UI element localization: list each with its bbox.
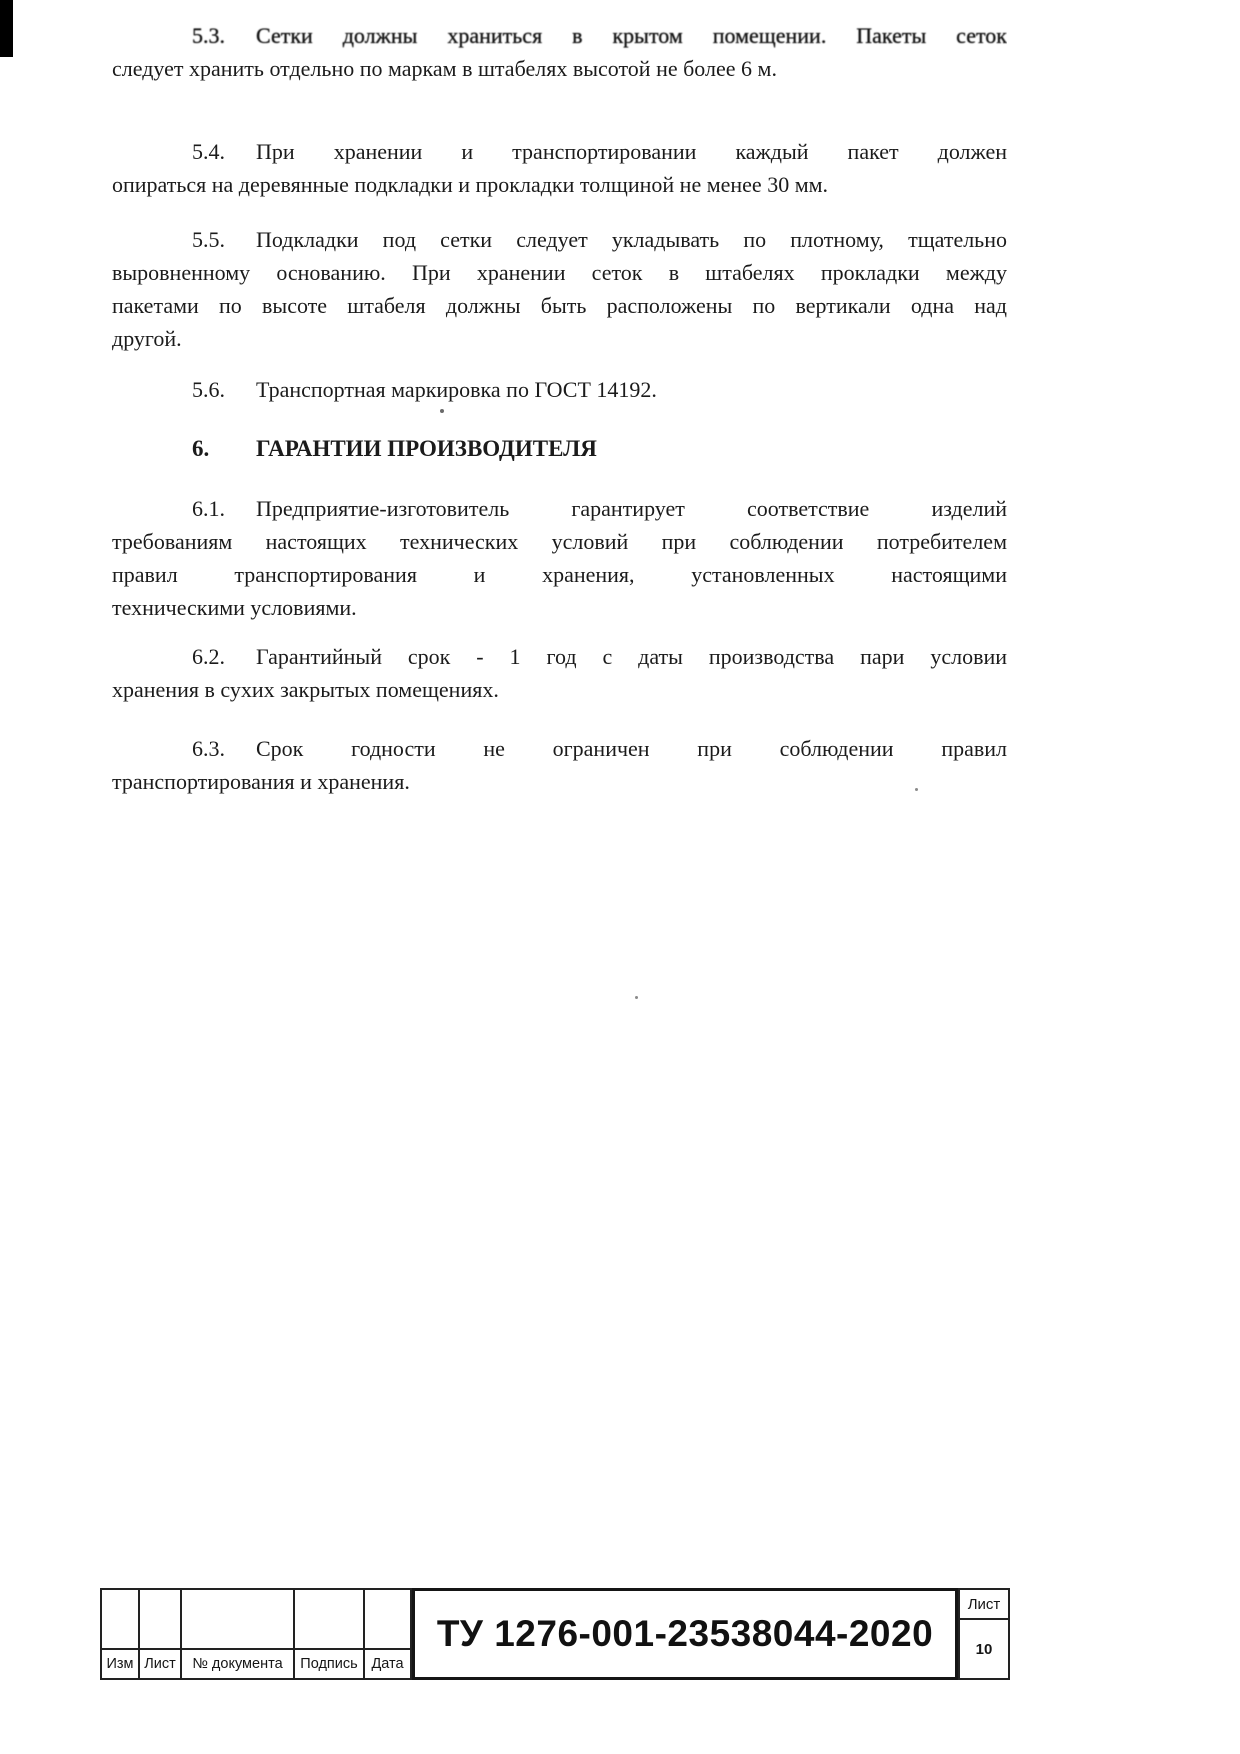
label-date: Дата	[365, 1648, 410, 1678]
text-line: выровненному основанию. При хранении сеток в штабелях прокладки между	[112, 260, 1007, 285]
clause-text: Гарантийный срок - 1 год с даты производства пари условии	[256, 644, 1007, 669]
empty-cell	[182, 1590, 295, 1648]
title-block	[100, 1588, 1010, 1680]
section-heading	[112, 432, 1007, 465]
text-line: хранения в сухих закрытых помещениях.	[112, 677, 499, 702]
text-line: другой.	[112, 326, 182, 351]
empty-cell	[102, 1590, 140, 1648]
sheet-number: 10	[975, 1640, 993, 1658]
label-izm: Изм	[102, 1648, 140, 1678]
text-line	[112, 732, 1007, 765]
label-signature: Подпись	[295, 1648, 365, 1678]
clause-text: Срок годности не ограничен при соблюдении правил	[256, 736, 1007, 761]
empty-cell	[140, 1590, 182, 1648]
text-line	[112, 373, 1007, 406]
revision-table	[100, 1588, 412, 1680]
empty-cell	[295, 1590, 365, 1648]
text-line	[112, 492, 1007, 525]
text-line	[112, 223, 1007, 256]
paragraph-5-5	[112, 223, 1007, 355]
clause-number: 5.4.	[192, 139, 225, 164]
clause-number: 5.3.	[192, 24, 225, 48]
section-number: 6.	[192, 436, 210, 461]
label-doc-number: № документа	[182, 1648, 295, 1678]
text-line: требованиям настоящих технических условий при соблюдении потребителем	[112, 529, 1007, 554]
text-line	[112, 640, 1007, 673]
clause-text: Подкладки под сетки следует укладывать по плотному, тщательно	[256, 227, 1007, 252]
clause-number: 6.3.	[192, 736, 225, 761]
clause-text: Транспортная маркировка по ГОСТ 14192.	[256, 377, 657, 402]
paragraph-5-4	[112, 135, 1007, 201]
sheet-cell	[958, 1588, 1010, 1680]
section-title: ГАРАНТИИ ПРОИЗВОДИТЕЛЯ	[256, 436, 597, 461]
clause-number: 6.2.	[192, 644, 225, 669]
document-body	[112, 24, 1007, 824]
paragraph-6-3	[112, 732, 1007, 798]
clause-number: 5.5.	[192, 227, 225, 252]
scan-artifact-corner-mark	[0, 0, 13, 57]
text-line: пакетами по высоте штабеля должны быть расположены по вертикали одна над	[112, 293, 1007, 318]
clipped-line-wrapper	[112, 24, 1007, 52]
scan-artifact-dot	[635, 996, 638, 999]
document-number: ТУ 1276-001-23538044-2020	[436, 1613, 934, 1654]
clause-number: 6.1.	[192, 496, 225, 521]
clause-number: 5.6.	[192, 377, 225, 402]
clause-text: Предприятие-изготовитель гарантирует соответствие изделий	[256, 496, 1007, 521]
label-list: Лист	[140, 1648, 182, 1678]
text-line: следует хранить отдельно по маркам в штабелях высотой не более 6 м.	[112, 56, 777, 81]
paragraph-6-2	[112, 640, 1007, 706]
text-line	[112, 24, 1007, 52]
text-line: опираться на деревянные подкладки и прокладки толщиной не менее 30 мм.	[112, 172, 829, 197]
text-line: техническими условиями.	[112, 595, 357, 620]
clause-text: Сетки должны храниться в крытом помещении. Пакеты сеток	[256, 24, 1007, 48]
document-number-cell	[412, 1588, 958, 1680]
text-line: транспортирования и хранения.	[112, 769, 410, 794]
paragraph-5-3	[112, 24, 1007, 85]
empty-cell	[365, 1590, 410, 1648]
paragraph-5-6	[112, 373, 1007, 406]
text-line: правил транспортирования и хранения, установленных настоящими	[112, 562, 1007, 587]
paragraph-6-1	[112, 492, 1007, 624]
text-line	[112, 135, 1007, 168]
clause-text: При хранении и транспортировании каждый пакет должен	[256, 139, 1007, 164]
sheet-label: Лист	[960, 1590, 1008, 1620]
